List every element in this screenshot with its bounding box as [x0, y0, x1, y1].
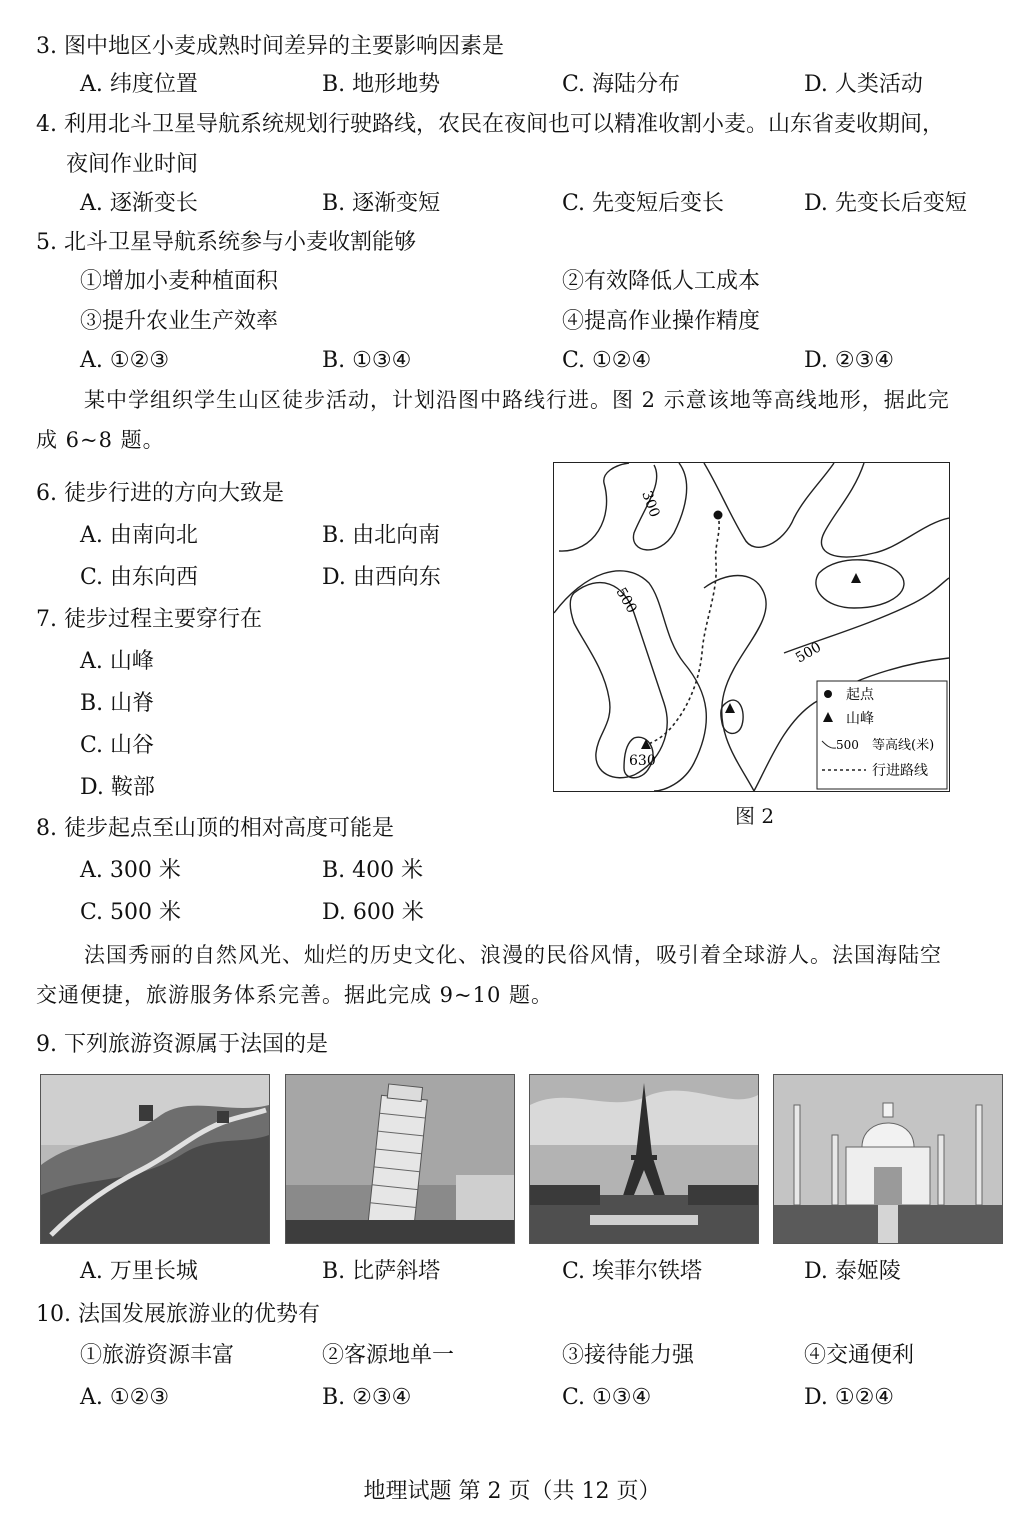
q5-stem: 5. 北斗卫星导航系统参与小麦收割能够 — [36, 230, 416, 255]
contour-line-right — [821, 463, 949, 557]
peak-elevation-label: 630 — [629, 753, 656, 769]
map-legend — [817, 681, 947, 789]
q10-option-b: B. ②③④ — [322, 1385, 412, 1410]
q6-option-c: C. 由东向西 — [80, 565, 199, 590]
q9-stem: 9. 下列旅游资源属于法国的是 — [36, 1032, 328, 1057]
q4-option-a: A. 逐渐变长 — [80, 191, 198, 216]
contour-label-500-right: 500 — [793, 639, 825, 667]
contour-line-upper — [704, 463, 834, 547]
q6-option-b: B. 由北向南 — [322, 523, 441, 548]
start-point-marker — [714, 511, 723, 520]
q7-option-c: C. 山谷 — [80, 733, 155, 758]
peak-marker-east — [851, 573, 861, 583]
contour-map-svg — [554, 463, 949, 791]
q5-option-b: B. ①③④ — [322, 348, 412, 373]
passage-hiking-line1: 某中学组织学生山区徒步活动，计划沿图中路线行进。图 2 示意该地等高线地形，据此完 — [84, 388, 950, 412]
legend-contour-sample: 500 — [836, 738, 859, 752]
photo-pisa-tower — [285, 1074, 515, 1244]
contour-map — [553, 462, 950, 792]
photo-eiffel-tower — [529, 1074, 759, 1244]
q10-item-4: ④交通便利 — [804, 1343, 915, 1368]
q5-item-4: ④提高作业操作精度 — [562, 309, 761, 334]
q5-option-d: D. ②③④ — [804, 348, 895, 373]
q4-stem-line1: 4. 利用北斗卫星导航系统规划行驶路线，农民在夜间也可以精准收割小麦。山东省麦收期间， — [36, 112, 944, 137]
q5-item-2: ②有效降低人工成本 — [562, 269, 761, 294]
legend-route: 行进路线 — [872, 763, 928, 779]
passage-hiking — [36, 380, 996, 460]
peak-marker-middle — [725, 703, 735, 713]
q9-option-b: B. 比萨斜塔 — [322, 1259, 441, 1284]
q5-item-1: ①增加小麦种植面积 — [80, 269, 279, 294]
hiking-route — [646, 515, 719, 745]
q3-stem: 3. 图中地区小麦成熟时间差异的主要影响因素是 — [36, 34, 504, 59]
q10-item-3: ③接待能力强 — [562, 1343, 695, 1368]
q4-option-c: C. 先变短后变长 — [562, 191, 725, 216]
q3-option-c: C. 海陆分布 — [562, 72, 681, 97]
q7-option-b: B. 山脊 — [80, 691, 155, 716]
legend-start: 起点 — [846, 687, 874, 703]
photo-great-wall — [40, 1074, 270, 1244]
q10-option-d: D. ①②④ — [804, 1385, 895, 1410]
q3-option-b: B. 地形地势 — [322, 72, 441, 97]
q10-item-1: ①旅游资源丰富 — [80, 1343, 235, 1368]
contour-label-300: 300 — [638, 488, 663, 520]
q5-item-3: ③提升农业生产效率 — [80, 309, 279, 334]
legend-contour: 等高线(米) — [872, 738, 935, 753]
q10-item-2: ②客源地单一 — [322, 1343, 455, 1368]
contour-line-east-hill — [816, 560, 904, 608]
q6-option-d: D. 由西向东 — [322, 565, 441, 590]
q6-stem: 6. 徒步行进的方向大致是 — [36, 481, 284, 506]
page-footer: 地理试题 第 2 页（共 12 页） — [363, 1479, 661, 1504]
q8-stem: 8. 徒步起点至山顶的相对高度可能是 — [36, 816, 394, 841]
q9-option-d: D. 泰姬陵 — [804, 1259, 901, 1284]
q4-option-b: B. 逐渐变短 — [322, 191, 441, 216]
q7-option-a: A. 山峰 — [80, 649, 154, 674]
contour-line-middle — [704, 576, 766, 792]
passage-hiking-line2: 成 6~8 题。 — [36, 428, 165, 452]
contour-label-500-left: 500 — [612, 585, 640, 617]
q4-stem-line2: 夜间作业时间 — [66, 152, 199, 177]
q8-option-b: B. 400 米 — [322, 858, 424, 883]
q9-option-c: C. 埃菲尔铁塔 — [562, 1259, 703, 1284]
legend-peak: 山峰 — [846, 711, 874, 727]
q8-option-d: D. 600 米 — [322, 900, 424, 925]
q7-option-d: D. 鞍部 — [80, 775, 155, 800]
q8-option-a: A. 300 米 — [80, 858, 181, 883]
q3-option-a: A. 纬度位置 — [80, 72, 198, 97]
q5-option-a: A. ①②③ — [80, 348, 170, 373]
q10-option-c: C. ①③④ — [562, 1385, 652, 1410]
q7-stem: 7. 徒步过程主要穿行在 — [36, 607, 262, 632]
contour-line-300 — [559, 463, 687, 551]
q10-stem: 10. 法国发展旅游业的优势有 — [36, 1302, 320, 1327]
map-caption: 图 2 — [735, 804, 775, 828]
q4-option-d: D. 先变长后变短 — [804, 191, 967, 216]
q3-option-d: D. 人类活动 — [804, 72, 923, 97]
q6-option-a: A. 由南向北 — [80, 523, 198, 548]
q5-option-c: C. ①②④ — [562, 348, 652, 373]
q10-option-a: A. ①②③ — [80, 1385, 170, 1410]
passage-france-line2: 交通便捷，旅游服务体系完善。据此完成 9~10 题。 — [36, 983, 554, 1007]
photo-taj-mahal — [773, 1074, 1003, 1244]
q9-option-a: A. 万里长城 — [80, 1259, 198, 1284]
passage-france-line1: 法国秀丽的自然风光、灿烂的历史文化、浪漫的民俗风情，吸引着全球游人。法国海陆空 — [84, 943, 942, 967]
passage-france — [36, 935, 996, 1015]
contour-line-small-hill — [721, 700, 743, 733]
q8-option-c: C. 500 米 — [80, 900, 182, 925]
